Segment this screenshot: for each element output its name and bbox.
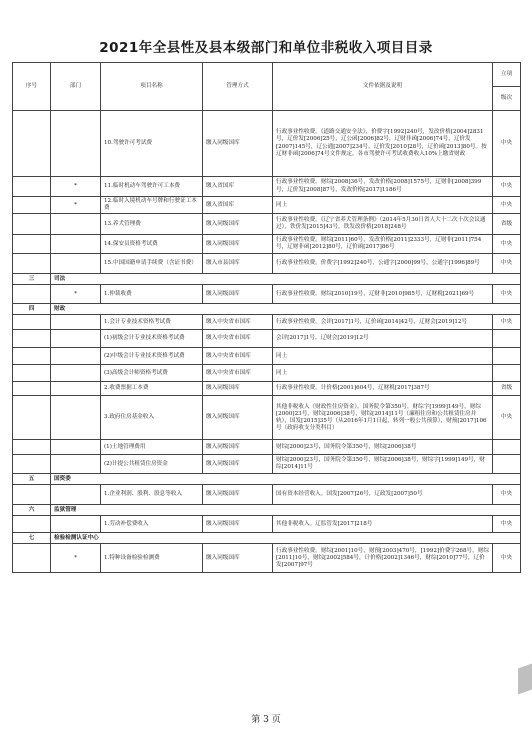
cell-method: 缴入同级国库 [203,516,273,533]
cell-basis: 行政事业性收费。财综[2008]36号，发改价格[2008]1575号，辽财非[2008]399号，辽价发[2008]87号，发改价格[2017]1186号 [273,177,493,197]
table-row [13,348,521,365]
table-row [13,254,521,274]
cell-seq [13,197,51,214]
section-row [13,474,521,485]
table-header-row [13,63,521,87]
cell-dept [51,254,101,274]
table-row [13,177,521,197]
cell-seq [13,214,51,235]
cell-level: 中央 [493,197,521,214]
cell-dept: * [51,177,101,197]
cell-level: 中央 [493,177,521,197]
cell-item: 2.收费票据工本费 [101,382,203,396]
table-row [13,440,521,455]
cell-level: 中央 [493,485,521,505]
cell-basis: 国有资本经营收入。国发[2007]26号，辽政发[2007]50号 [273,485,493,505]
cell-method: 缴入同级国库 [203,382,273,396]
cell-method: 缴入中央省市国库 [203,330,273,348]
cell-level [493,455,521,474]
header-seq: 序号 [13,63,51,111]
cell-seq [13,516,51,533]
table-row [13,214,521,235]
cell-seq [13,440,51,455]
cell-dept: 监狱管理 [51,505,521,516]
cell-method: 缴入省国库 [203,197,273,214]
cell-item: 14.保安员资格考试费 [101,235,203,254]
revenue-items-table [12,62,521,573]
cell-basis: 财综[2000]23号，国务院令第350号，财综[2006]38号 [273,440,493,455]
cell-item: 12.临时入境机动车号牌和行驶证工本费 [101,197,203,214]
cell-level: 中央 [493,315,521,330]
cell-seq [13,285,51,304]
cell-basis: 会评[2017]1号，辽财会[2019]12号 [273,330,493,348]
cell-seq: 六 [13,505,51,516]
table-row [13,544,521,573]
cell-level: 中央 [493,254,521,274]
cell-seq: 三 [13,274,51,285]
cell-seq [13,485,51,505]
cell-level: 中央 [493,111,521,177]
header-level-top: 立项 [493,63,521,87]
cell-item: 3.政府住房基金收入 [101,396,203,440]
cell-method: 缴入同级国库 [203,235,273,254]
cell-item: 1.劳动补偿费收入 [101,516,203,533]
cell-dept [51,485,101,505]
cell-method: 缴入同级国库 [203,285,273,304]
cell-level: 省级 [493,214,521,235]
table-row [13,111,521,177]
cell-seq [13,455,51,474]
cell-dept [51,330,101,348]
cell-item: (1)土地管理费用 [101,440,203,455]
cell-method: 缴入同级国库 [203,544,273,573]
cell-level [493,330,521,348]
cell-method: 缴入中央省市国库 [203,315,273,330]
section-row [13,274,521,285]
cell-method: 缴入市县国库 [203,254,273,274]
cell-method: 缴入同级国库 [203,440,273,455]
cell-method: 缴入省国库 [203,177,273,197]
cell-dept [51,396,101,440]
cell-basis: 行政事业性收费。财综[2011]60号，发改价格[2011]2333号，辽财非[2011]754号，辽财非函[2012]80号，辽价函[2017]86号 [273,235,493,254]
cell-item: 15.中国国籍申请手续费（含证书费） [101,254,203,274]
table-row [13,330,521,348]
cell-dept [51,440,101,455]
cell-seq: 七 [13,533,51,544]
cell-item: (3)高级会计师资格考试费 [101,365,203,382]
table-row [13,285,521,304]
header-item: 项目名称 [101,63,203,111]
cell-item: (2)中级会计专业技术资格考试费 [101,348,203,365]
cell-item: 1.企业利润、股利、股息等收入 [101,485,203,505]
cell-dept: 财政 [51,304,521,315]
page-curl-corner [518,663,532,694]
cell-level [493,365,521,382]
header-method: 管理方式 [203,63,273,111]
cell-dept [51,365,101,382]
cell-seq [13,235,51,254]
table-row [13,235,521,254]
cell-basis: 同上 [273,348,493,365]
cell-basis: 行政事业性收费。会评[2017]1号，辽价函[2014]42号，辽财会[2019]12号 [273,315,493,330]
cell-item: (1)初级会计专业技术资格考试费 [101,330,203,348]
cell-item: 1.仲裁收费 [101,285,203,304]
cell-dept: 检验检测认证中心 [51,533,521,544]
cell-dept: * [51,197,101,214]
cell-dept [51,516,101,533]
cell-item: 1.会计专业技术资格考试费 [101,315,203,330]
cell-level [493,440,521,455]
table-row [13,365,521,382]
cell-dept [51,214,101,235]
cell-seq: 四 [13,304,51,315]
cell-seq [13,365,51,382]
cell-item: 11.临时机动车驾驶许可工本费 [101,177,203,197]
cell-seq [13,544,51,573]
cell-level: 中央 [493,544,521,573]
table-row [13,382,521,396]
table-row [13,315,521,330]
cell-item: 10.驾驶许可考试费 [101,111,203,177]
cell-basis: 行政事业性收费。价费字[1992]240号，公通字[2000]99号，公通字[1996]89号 [273,254,493,274]
cell-method: 缴入中央省市国库 [203,348,273,365]
header-level-bottom: 级次 [493,87,521,111]
cell-level: 中央 [493,516,521,533]
cell-method: 缴入同级国库 [203,485,273,505]
cell-basis: 财综[2000]23号，国务院令第350号，财综[2006]38号，财综字[1999]149号，财综[2014]11号 [273,455,493,474]
section-row [13,304,521,315]
cell-dept [51,111,101,177]
table-row [13,197,521,214]
cell-level: 中央 [493,285,521,304]
cell-dept [51,455,101,474]
cell-basis: 行政事业性收费。《辽宁省养犬管理条例》（2014年5月30日省人大十二次十次会议通过），铁价发[2015]43号，铁发改价格[2018]248号 [273,214,493,235]
cell-basis: 同上 [273,365,493,382]
cell-dept: 司法 [51,274,521,285]
cell-item: 1.特种设备检验检测费 [101,544,203,573]
cell-method: 缴入同级国库 [203,111,273,177]
table-row [13,516,521,533]
cell-basis: 其他非税收入（财政性住房资金）。国务院令第350号，财综字[1999]149号，财综[2000]23号，财综[2006]38号，财综[2014]11号（廉租住房和公共租赁住房并轨），国发[2015]35号（从2016年1月1日起，转列一般公共预算），财预[2017]106号（政府收支分类科目） [273,396,493,440]
cell-dept: * [51,544,101,573]
cell-dept [51,382,101,396]
cell-basis: 行政事业性收费。财综[2010]19号，辽财非[2010]985号，辽财税[2021]69号 [273,285,493,304]
section-row [13,533,521,544]
header-dept: 部门 [51,63,101,111]
cell-method: 缴入同级国库 [203,214,273,235]
cell-item: (2)计提公共租赁住房资金 [101,455,203,474]
page-title: 2021年全县性及县本级部门和单位非税收入项目目录 [99,40,433,56]
cell-basis: 同上 [273,197,493,214]
cell-method: 缴入中央省市国库 [203,365,273,382]
table-row [13,396,521,440]
cell-dept: 国资委 [51,474,521,485]
cell-method: 缴入同级国库 [203,455,273,474]
cell-seq [13,348,51,365]
page-number: 第 3 页 [251,715,281,725]
cell-seq [13,396,51,440]
cell-seq [13,177,51,197]
cell-method: 缴入同级国库 [203,396,273,440]
cell-level: 省级 [493,382,521,396]
cell-dept: * [51,285,101,304]
cell-dept [51,315,101,330]
cell-basis: 行政事业性收费。计价格[2001]604号，辽财税[2017]387号 [273,382,493,396]
cell-basis: 行政事业性收费。《道路交通安全法》，价费字[1992]240号，发改价格[2004]2831号，辽价发[2006]25号，辽公函[2006]82号，辽财非函[2006]74号，辽价发[2007]145号，辽公通[2007]234号，辽价发[2010]28号，辽价函[2013]80号。按辽财非函[2006]74号文件规定，各市驾驶许可考试收费收入10%上缴省财政 [273,111,493,177]
table-row [13,485,521,505]
cell-basis: 行政事业性收费。财综[2001]10号，财预[2003]470号，[1992]价费字268号，财综[2011]10号，财综[2002]584号，计价格[2002]1346号，财综[2010]77号，辽价发[2007]97号 [273,544,493,573]
cell-seq [13,330,51,348]
cell-item: 13.养犬管理费 [101,214,203,235]
cell-level: 中央 [493,235,521,254]
cell-seq [13,111,51,177]
header-basis: 文件依据及说明 [273,63,493,111]
cell-seq [13,382,51,396]
cell-dept [51,235,101,254]
cell-dept [51,348,101,365]
cell-seq [13,254,51,274]
cell-seq: 五 [13,474,51,485]
section-row [13,505,521,516]
table-row [13,455,521,474]
cell-seq [13,315,51,330]
cell-level [493,348,521,365]
cell-basis: 其他非税收入。辽监管发[2017]218号 [273,516,493,533]
cell-level: 中央 [493,396,521,440]
